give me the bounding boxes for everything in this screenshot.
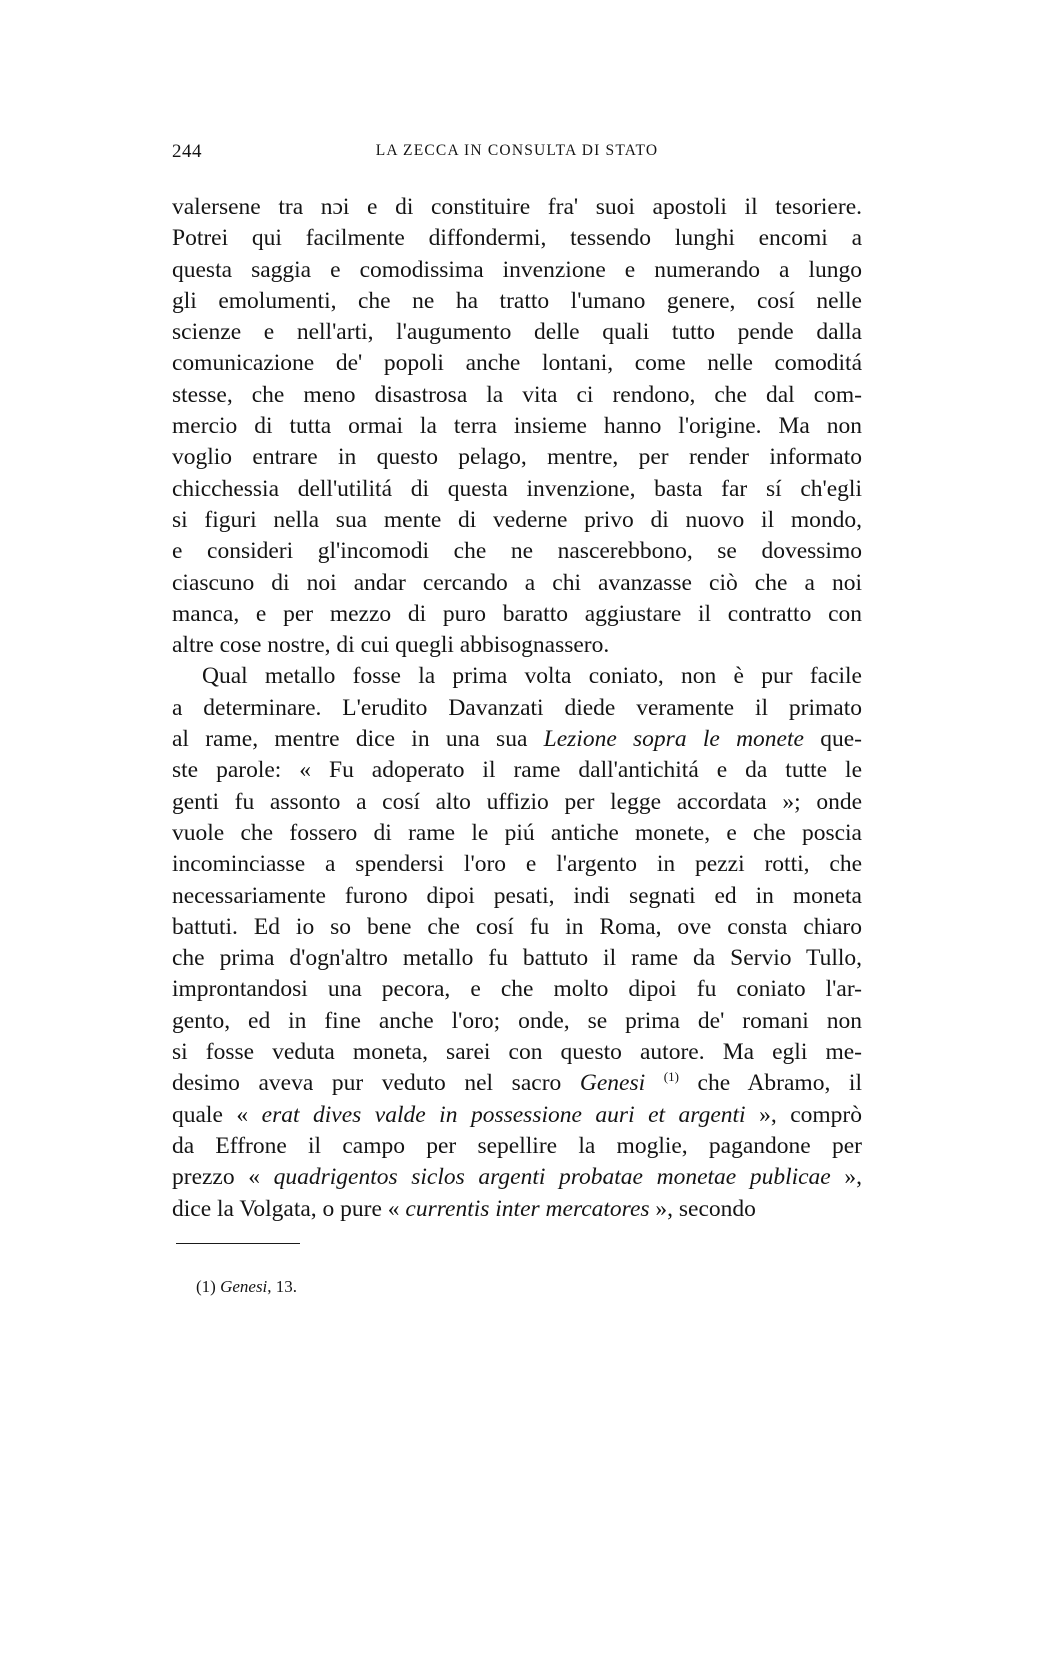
text-line — [172, 380, 862, 411]
italic-text: quadrigentos siclos argenti probatae monetae publicae — [273, 1164, 831, 1191]
text-run: », — [830, 1164, 862, 1191]
footnote-reference-marker: (1) — [663, 1069, 679, 1085]
text-run: che prima d'ogn'altro metallo fu battuto il rame da Servio Tullo, — [172, 945, 862, 972]
text-line — [172, 223, 862, 254]
text-run: chicchessia dell'utilitá di questa invenzione, basta far sí ch'egli — [172, 475, 862, 502]
text-run: necessariamente furono dipoi pesati, indi segnati ed in moneta — [172, 882, 862, 909]
italic-text: Genesi — [579, 1070, 646, 1097]
text-run: improntandosi una pecora, e che molto dipoi fu coniato l'ar- — [172, 976, 862, 1003]
text-line — [172, 661, 862, 692]
text-run: prezzo « — [172, 1164, 274, 1191]
footnote-text: , 13. — [267, 1277, 298, 1296]
text-line — [172, 1194, 862, 1225]
text-line — [172, 693, 862, 724]
text-run: e consideri gl'incomodi che ne nascerebbono, se dovessimo — [172, 538, 862, 565]
text-line — [172, 1131, 862, 1162]
text-run: desimo aveva pur veduto nel sacro — [172, 1070, 580, 1097]
text-line — [172, 411, 862, 442]
text-line — [172, 818, 862, 849]
text-run: mercio di tutta ormai la terra insieme hanno l'origine. Ma non — [172, 413, 862, 440]
text-run: gli emolumenti, che ne ha tratto l'umano genere, cosí nelle — [172, 287, 862, 314]
text-run: », comprò — [745, 1101, 862, 1128]
text-line — [172, 1037, 862, 1068]
text-run: che Abramo, il — [678, 1070, 862, 1097]
text-run: genti fu assonto a cosí alto uffizio per legge accordata »; onde — [172, 788, 862, 815]
italic-text: erat dives valde in possessione auri et argenti — [261, 1101, 746, 1128]
text-run: scienze e nell'arti, l'augumento delle quali tutto pende dalla — [172, 319, 862, 346]
footnote-rule — [176, 1243, 300, 1244]
text-line — [172, 943, 862, 974]
text-line — [172, 974, 862, 1005]
text-run: si figuri nella sua mente di vederne privo di nuovo il mondo, — [172, 506, 862, 533]
text-run: manca, e per mezzo di puro baratto aggiustare il contratto con — [172, 600, 862, 627]
text-run: Potrei qui facilmente diffondermi, tessendo lunghi encomi a — [172, 225, 862, 252]
text-line — [172, 505, 862, 536]
text-line — [172, 536, 862, 567]
text-line — [172, 724, 862, 755]
italic-text: currentis inter mercatores — [405, 1195, 650, 1222]
text-line — [172, 1068, 862, 1099]
text-run: que- — [803, 726, 862, 753]
running-head: LA ZECCA IN CONSULTA DI STATO — [375, 142, 659, 159]
text-line — [172, 599, 862, 630]
footnote — [196, 1277, 297, 1297]
text-run: a determinare. L'erudito Davanzati diede veramente il primato — [172, 694, 862, 721]
text-run: al rame, mentre dice in una sua — [172, 726, 544, 753]
text-run: stesse, che meno disastrosa la vita ci rendono, che dal com- — [172, 381, 862, 408]
text-run — [645, 1070, 664, 1096]
footnote-marker: (1) — [196, 1277, 216, 1296]
text-line — [172, 849, 862, 880]
text-run: questa saggia e comodissima invenzione e numerando a lungo — [172, 256, 862, 283]
text-line — [172, 912, 862, 943]
text-run: valersene tra nɔi e di constituire fra' suoi apostoli il tesoriere. — [172, 194, 862, 220]
text-run: comunicazione de' popoli anche lontani, come nelle comoditá — [172, 350, 862, 377]
text-run: ste parole: « Fu adoperato il rame dall'antichitá e da tutte le — [172, 757, 862, 784]
text-line — [172, 286, 862, 317]
page-header — [172, 141, 862, 167]
text-line — [172, 1162, 862, 1193]
text-run: battuti. Ed io so bene che cosí fu in Roma, ove consta chiaro — [172, 913, 862, 940]
text-line — [172, 1006, 862, 1037]
text-line — [172, 881, 862, 912]
text-run: voglio entrare in questo pelago, mentre, per render informato — [172, 444, 862, 471]
text-line — [172, 787, 862, 818]
text-run: Qual metallo fosse la prima volta coniato, non è pur facile — [202, 663, 862, 690]
italic-text: Lezione sopra le monete — [543, 726, 804, 753]
text-line — [172, 317, 862, 348]
text-line — [172, 255, 862, 286]
text-line — [172, 442, 862, 473]
text-line — [172, 474, 862, 505]
text-run: altre cose nostre, di cui quegli abbisognassero. — [172, 632, 610, 659]
text-line — [172, 192, 862, 223]
text-line — [172, 755, 862, 786]
body-text — [172, 192, 862, 1225]
text-run: dice la Volgata, o pure « — [172, 1195, 406, 1222]
paragraph — [172, 661, 862, 1224]
footnote-reference: Genesi — [220, 1277, 268, 1296]
text-run: da Effrone il campo per sepellire la moglie, pagandone per — [172, 1132, 862, 1159]
text-run: gento, ed in fine anche l'oro; onde, se prima de' romani non — [172, 1007, 862, 1034]
text-run: », secondo — [649, 1195, 756, 1222]
text-run: incominciasse a spendersi l'oro e l'argento in pezzi rotti, che — [172, 851, 862, 878]
text-line — [172, 630, 862, 661]
text-line — [172, 348, 862, 379]
text-run: quale « — [172, 1101, 262, 1128]
text-run: si fosse veduta moneta, sarei con questo autore. Ma egli me- — [172, 1039, 862, 1066]
text-run: ciascuno di noi andar cercando a chi avanzasse ciò che a noi — [172, 569, 862, 596]
page-number: 244 — [172, 141, 202, 162]
text-line — [172, 568, 862, 599]
paragraph — [172, 192, 862, 661]
text-line — [172, 1100, 862, 1131]
text-run: vuole che fossero di rame le piú antiche monete, e che poscia — [172, 819, 862, 846]
